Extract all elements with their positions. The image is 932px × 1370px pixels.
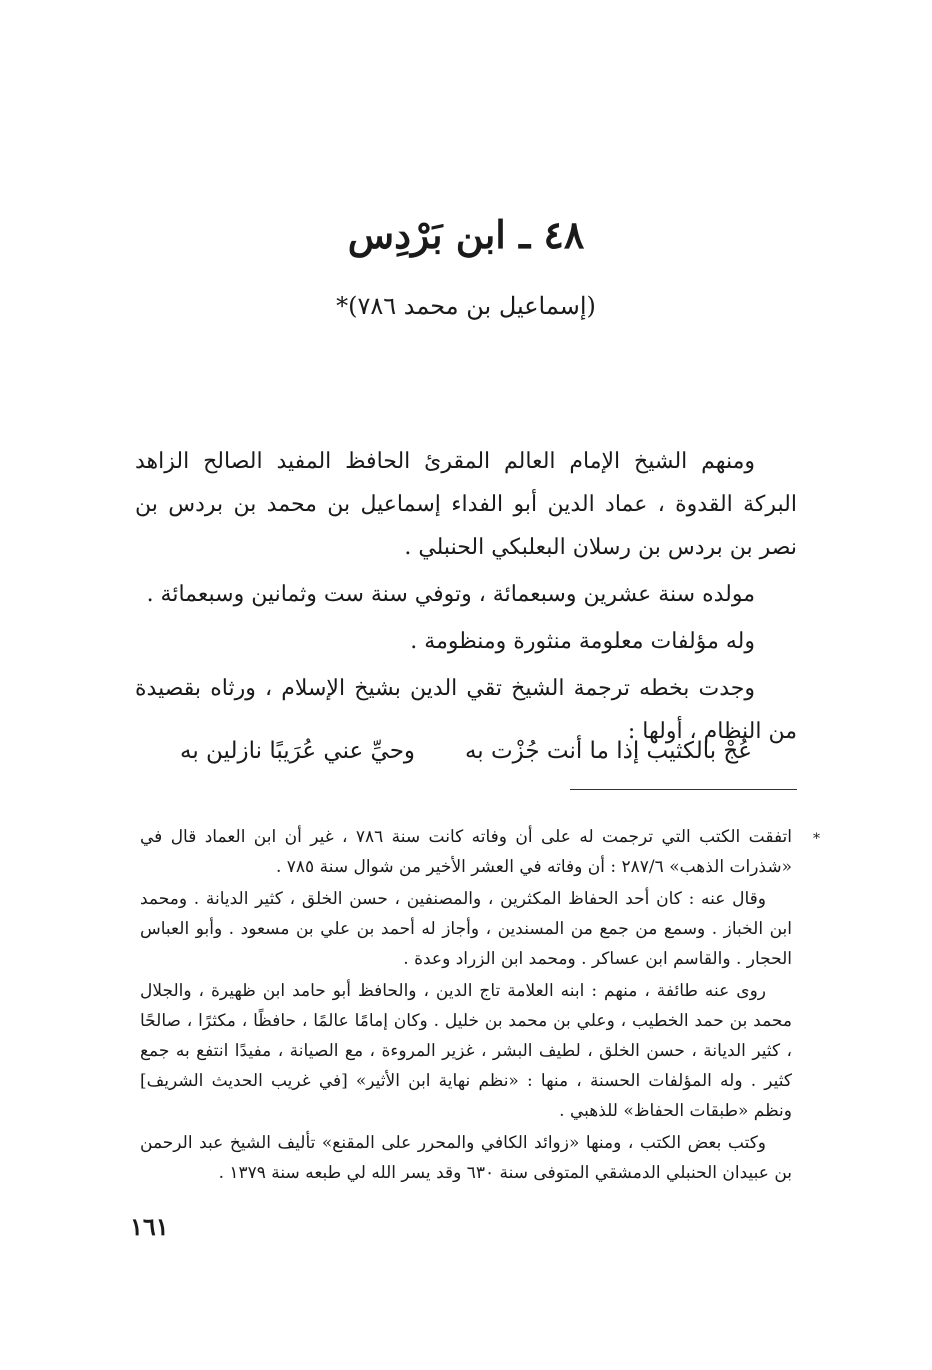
footnote-separator bbox=[570, 789, 797, 790]
footnote-4: وكتب بعض الكتب ، ومنها «زوائد الكافي والمحرر على المقنع» تأليف الشيخ عبد الرحمن بن عبيدان الحنبلي الدمشقي المتوفى سنة ٦٣٠ وقد يسر الله لي طبعه سنة ١٣٧٩ . bbox=[140, 1133, 792, 1183]
footnotes bbox=[140, 822, 820, 1190]
chapter-subtitle: (إسماعيل بن محمد ٧٨٦)* bbox=[336, 292, 596, 320]
footnote-3: روى عنه طائفة ، منهم : ابنه العلامة تاج الدين ، والحافظ أبو حامد ابن ظهيرة ، والجلال محمد بن حمد الخطيب ، وعلي بن محمد بن خليل . وكان إمامًا عالمًا ، حافظًا ، مكثرًا ، صالحًا ، كثير الديانة ، حسن الخلق ، لطيف البشر ، غزير المروءة ، مع الصيانة ، مفيدًا انتفع به جمع كثير . وله المؤلفات الحسنة ، منها : «نظم نهاية ابن الأثير» [في غريب الحديث الشريف] ونظم «طبقات الحفاظ» للذهبي . bbox=[140, 981, 792, 1121]
verse-first-hemistich: عُجْ بالكثيب إذا ما أنت جُزْت به bbox=[464, 738, 752, 764]
paragraph-birth-death: مولده سنة عشرين وسبعمائة ، وتوفي سنة ست وثمانين وسبعمائة . bbox=[146, 582, 755, 607]
main-text bbox=[135, 440, 797, 757]
footnote-2: وقال عنه : كان أحد الحفاظ المكثرين ، والمصنفين ، حسن الخلق ، كثير الديانة . ومحمد ابن الخباز . وسمع من جمع من المسندين ، وأجاز له أحمد بن علي بن مسعود . وأبو العباس الحجار . والقاسم ابن عساكر . ومحمد ابن الزراد وعدة . bbox=[140, 889, 792, 969]
paragraph-elegy: وجدت بخطه ترجمة الشيخ تقي الدين بشيخ الإسلام ، ورثاه بقصيدة من النظام ، أولها : bbox=[135, 676, 797, 744]
paragraph-works: وله مؤلفات معلومة منثورة ومنظومة . bbox=[410, 629, 755, 654]
footnote-1 bbox=[140, 822, 820, 882]
page-number: ١٦١ bbox=[130, 1212, 169, 1241]
footnote-star: * bbox=[813, 831, 820, 847]
paragraph-intro: ومنهم الشيخ الإمام العالم المقرئ الحافظ المفيد الصالح الزاهد البركة القدوة ، عماد الدين أبو الفداء إسماعيل بن محمد بن بردس بن نصر بن بردس بن رسلان البعلبكي الحنبلي . bbox=[135, 449, 797, 560]
footnote-1-text: اتفقت الكتب التي ترجمت له على أن وفاته كانت سنة ٧٨٦ ، غير أن ابن العماد قال في «شذرات الذهب» ٢٨٧/٦ : أن وفاته في العشر الأخير من شوال سنة ٧٨٥ . bbox=[140, 827, 792, 877]
poem-verse bbox=[180, 738, 752, 764]
chapter-title: ٤٨ ـ ابن بَرْدِس bbox=[347, 212, 585, 257]
verse-second-hemistich: وحيِّ عني عُرَيبًا نازلين به bbox=[180, 738, 416, 764]
